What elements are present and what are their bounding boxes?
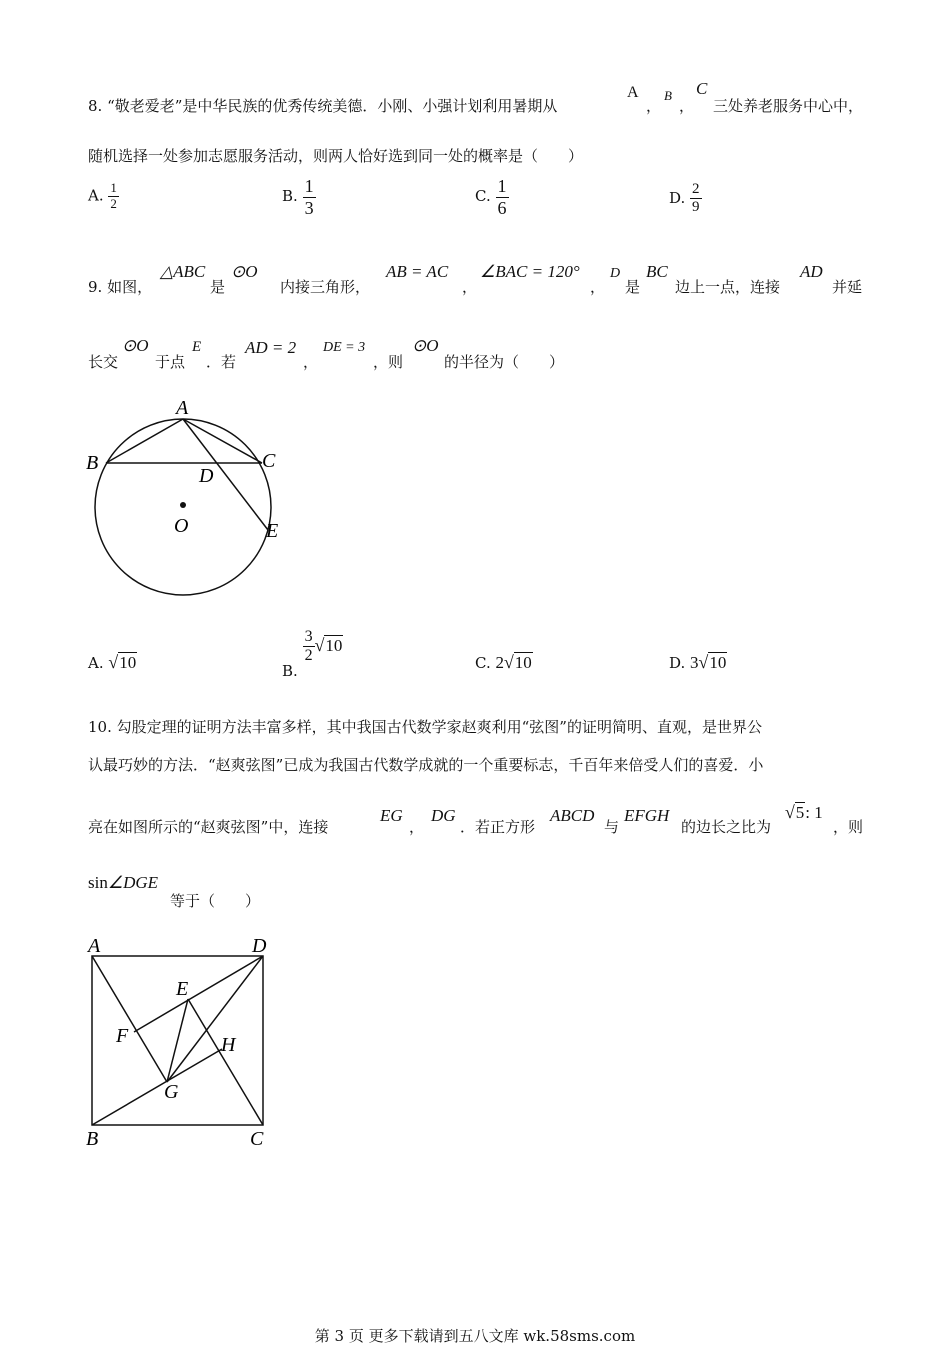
fraction: $\frac{1}{3}$: [304, 176, 314, 218]
q10-ratio: √5: 1: [785, 802, 823, 822]
q8-point-a: A: [627, 84, 639, 101]
label-b: B: [86, 452, 99, 474]
fraction: $\frac{3}{2}$: [304, 628, 313, 665]
label-b: B: [86, 1128, 99, 1150]
segment-bh: [92, 1049, 222, 1125]
q10-equals: 等于（ ）: [170, 892, 261, 910]
q8-option-b[interactable]: [282, 176, 316, 218]
option-label: D.: [669, 188, 686, 207]
q9-circle-o: ⊙O: [231, 262, 258, 281]
q9-point-e: E: [192, 339, 202, 355]
q10-ze: ，则: [833, 818, 864, 836]
q9-prefix: 9. 如图，: [88, 278, 153, 296]
q8-option-c[interactable]: [475, 176, 509, 218]
option-label: B.: [282, 661, 298, 680]
segment-dg: [167, 956, 263, 1082]
q9-is: 是: [210, 278, 226, 296]
q9-ab-ac: AB = AC: [386, 262, 449, 281]
q9-ze: ，则: [373, 353, 404, 371]
q9-comma3: ，: [303, 353, 319, 371]
q8-point-b: B: [664, 88, 672, 103]
label-d: D: [199, 465, 214, 487]
q8-text-b: 三处养老服务中心中，: [713, 97, 864, 115]
label-f: F: [116, 1025, 129, 1047]
q9-on-edge: 边上一点，连接: [675, 278, 781, 296]
label-d: D: [252, 935, 267, 957]
q8-line2: 随机选择一处参加志愿服务活动，则两人恰好选到同一处的概率是（ ）: [88, 147, 584, 165]
q10-abcd: ABCD: [550, 806, 595, 825]
option-label: C.: [475, 654, 491, 672]
label-e: E: [176, 978, 189, 1000]
label-a: A: [176, 397, 189, 419]
q9-option-b[interactable]: [282, 628, 343, 680]
q10-eg: EG: [380, 806, 403, 825]
q9-circle-o2: ⊙O: [122, 336, 149, 355]
sqrt-expression: √10: [314, 634, 343, 655]
label-e: E: [266, 520, 279, 542]
q10-yu: 与: [604, 818, 620, 836]
q9-point-d: D: [610, 266, 621, 281]
fraction: $\frac{1}{2}$: [110, 180, 117, 211]
label-h: H: [221, 1034, 236, 1056]
q9-extend: 并延: [832, 278, 863, 296]
q9-inscribed: 内接三角形，: [280, 278, 371, 296]
label-a: A: [88, 935, 101, 957]
side-ab: [106, 419, 183, 463]
q9-shi: 是: [625, 278, 641, 296]
q10-figure: [84, 930, 284, 1160]
q9-at-point: 于点: [155, 353, 186, 371]
q9-angle: ∠BAC = 120°: [480, 262, 580, 281]
segment-ae: [183, 419, 268, 530]
option-label: A.: [88, 186, 104, 205]
option-label: B.: [282, 187, 298, 206]
q10-ruo: ．若正方形: [460, 818, 536, 836]
center-dot: [180, 502, 186, 508]
q8-sep1: ，: [646, 97, 662, 115]
q9-ad: AD: [800, 262, 823, 281]
q8-line1: [88, 95, 557, 116]
q9-comma2: ，: [590, 278, 606, 296]
option-label: C.: [475, 187, 491, 206]
q10-ratio-text: 的边长之比为: [681, 818, 772, 836]
q9-comma1: ，: [462, 278, 478, 296]
q9-line2-a: 长交: [88, 353, 119, 371]
q10-comma1: ，: [409, 818, 425, 836]
fraction: $\frac{2}{9}$: [692, 181, 700, 216]
page-footer: 第 3 页 更多下载请到五八文库 wk.58sms.com: [314, 1327, 636, 1345]
q10-line1: 10. 勾股定理的证明方法丰富多样，其中我国古代数学家赵爽利用“弦图”的证明简明、直观，是世界公: [88, 718, 762, 736]
q8-text-a: 8. “敬老爱老”是中华民族的优秀传统美德．小刚、小强计划利用暑期从: [88, 97, 558, 115]
q9-ruo: ．若: [206, 353, 237, 371]
sqrt-expression: 2√10: [495, 652, 532, 672]
sqrt-expression: √10: [108, 652, 137, 672]
q8-option-d[interactable]: [669, 181, 702, 217]
q10-dg: DG: [431, 806, 456, 825]
q8-point-c: C: [696, 79, 708, 98]
q9-option-d[interactable]: [669, 652, 727, 673]
label-c: C: [262, 450, 276, 472]
q9-ad-eq: AD = 2: [245, 338, 297, 357]
q9-circle-o3: ⊙O: [412, 336, 439, 355]
q9-option-c[interactable]: [475, 652, 533, 673]
side-ac: [183, 419, 262, 463]
q9-triangle: △ABC: [160, 262, 206, 281]
q10-efgh: EFGH: [624, 806, 670, 825]
q9-option-a[interactable]: [88, 652, 137, 673]
q10-line2: 认最巧妙的方法．“赵爽弦图”已成为我国古代数学成就的一个重要标志，千百年来倍受人们的喜爱．小: [88, 756, 764, 774]
sqrt-expression: 3√10: [690, 652, 727, 672]
option-label: D.: [669, 654, 686, 672]
q9-figure: [80, 392, 300, 602]
label-g: G: [164, 1081, 179, 1103]
label-o: O: [174, 515, 189, 537]
q9-radius-q: 的半径为（ ）: [444, 353, 565, 371]
q9-bc: BC: [646, 262, 668, 281]
q8-option-a[interactable]: [88, 181, 119, 212]
q9-de-eq: DE = 3: [323, 340, 366, 355]
fraction: $\frac{1}{6}$: [497, 176, 507, 218]
q8-sep2: ，: [679, 97, 695, 115]
q10-line3-a: 亮在如图所示的“赵爽弦图”中，连接: [88, 818, 329, 836]
segment-df: [134, 956, 263, 1032]
option-label: A.: [88, 654, 104, 672]
label-c: C: [250, 1128, 264, 1150]
q10-sin-expression: sin∠DGE: [88, 873, 159, 892]
